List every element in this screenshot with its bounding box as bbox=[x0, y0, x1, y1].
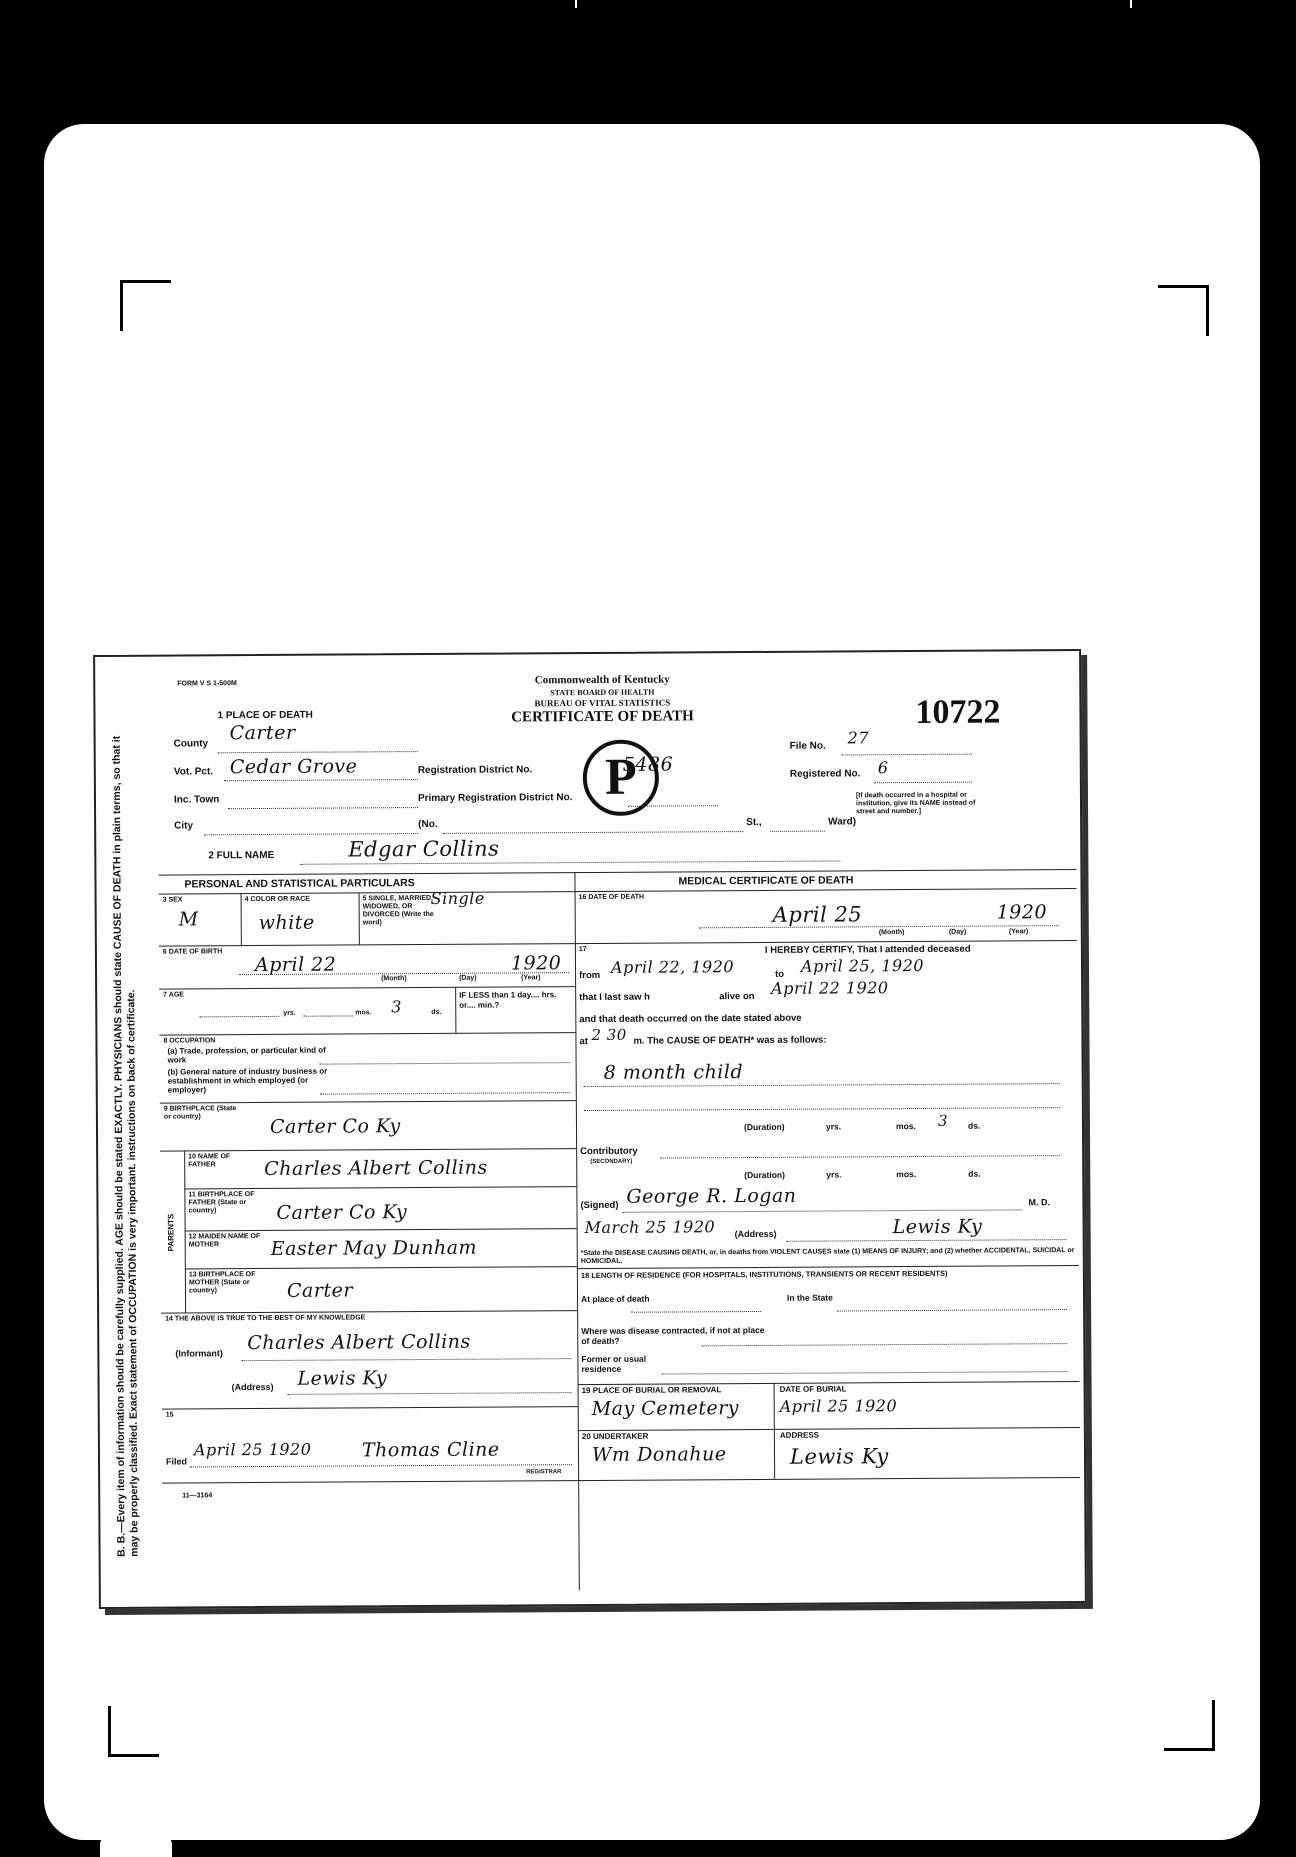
parents-label: PARENTS bbox=[166, 1213, 176, 1252]
duration-value: 3 bbox=[937, 1111, 949, 1130]
crop-mark-top-left bbox=[120, 280, 171, 331]
to-label: to bbox=[775, 968, 785, 980]
color-value: white bbox=[258, 911, 315, 935]
certificate-form bbox=[157, 667, 1081, 1593]
death-certificate bbox=[93, 649, 1087, 1609]
residence-label: 18 LENGTH OF RESIDENCE (FOR HOSPITALS, INSTITUTIONS, TRANSIENTS OR RECENT RESIDENTS) bbox=[580, 1268, 948, 1281]
burial-date-label: DATE OF BURIAL bbox=[779, 1384, 847, 1394]
state-note: *State the DISEASE CAUSING DEATH, or, in deaths from VIOLENT CAUSES state (1) MEANS OF INJURY; and (2) whether ACCIDENTAL, SUICIDAL or HOMICIDAL. bbox=[580, 1247, 1075, 1266]
yrs-caption: yrs. bbox=[283, 1009, 296, 1017]
street-label: St., bbox=[746, 816, 762, 829]
last-saw-text: that I last saw h bbox=[579, 991, 650, 1004]
dod-value: April 25 bbox=[772, 902, 863, 927]
crop-mark-bottom-left bbox=[108, 1706, 159, 1757]
father-value: Charles Albert Collins bbox=[264, 1156, 488, 1180]
signed-label: (Signed) bbox=[580, 1199, 619, 1212]
informant-address-label: (Address) bbox=[231, 1381, 274, 1393]
age-days: 3 bbox=[391, 997, 402, 1017]
from-date: April 22, 1920 bbox=[610, 957, 735, 977]
father-birthplace-value: Carter Co Ky bbox=[276, 1201, 408, 1224]
contributory-label: Contributory bbox=[580, 1145, 638, 1158]
file-no-value: 27 bbox=[847, 728, 870, 748]
state-board: STATE BOARD OF HEALTH bbox=[550, 687, 655, 698]
former-residence-label: Former or usual residence bbox=[581, 1353, 647, 1375]
true-statement: 14 THE ABOVE IS TRUE TO THE BEST OF MY KNOWLEDGE bbox=[165, 1314, 366, 1323]
physician-signature: George R. Logan bbox=[626, 1184, 797, 1208]
father-birthplace-label: 11 BIRTHPLACE OF FATHER (State or country) bbox=[188, 1191, 255, 1215]
burial-place: May Cemetery bbox=[591, 1397, 740, 1420]
dod-day-caption: (Day) bbox=[948, 928, 967, 936]
burial-label: 19 PLACE OF BURIAL OR REMOVAL bbox=[581, 1385, 722, 1396]
mother-birthplace-label: 13 BIRTHPLACE OF MOTHER (State or country) bbox=[188, 1271, 256, 1295]
side-instructions bbox=[93, 717, 158, 1557]
physician-address: Lewis Ky bbox=[892, 1215, 983, 1239]
informant-value: Charles Albert Collins bbox=[247, 1330, 471, 1355]
dod-year-caption: (Year) bbox=[1008, 928, 1029, 936]
sex-value: M bbox=[178, 908, 199, 931]
duration-label: (Duration) bbox=[743, 1121, 785, 1133]
ds-caption: ds. bbox=[431, 1008, 442, 1016]
duration2-mos: mos. bbox=[896, 1169, 917, 1180]
place-header: 1 PLACE OF DEATH bbox=[217, 709, 313, 722]
film-edge-mark bbox=[1130, 0, 1132, 8]
duration-yrs: yrs. bbox=[825, 1121, 842, 1132]
certificate-title: CERTIFICATE OF DEATH bbox=[511, 708, 694, 726]
marital-label: 5 SINGLE, MARRIED, WIDOWED, OR DIVORCED (Write the word) bbox=[362, 894, 434, 927]
inc-town-label: Inc. Town bbox=[173, 794, 220, 806]
alive-on-text: alive on bbox=[719, 990, 755, 1003]
cause-label: m. The CAUSE OF DEATH* was as follows: bbox=[633, 1034, 827, 1047]
medical-header: MEDICAL CERTIFICATE OF DEATH bbox=[678, 874, 854, 888]
day-caption: (Day) bbox=[459, 974, 477, 982]
dod-month-caption: (Month) bbox=[878, 929, 905, 937]
item-15: 15 bbox=[165, 1411, 174, 1419]
certify-text: I HEREBY CERTIFY, That I attended deceased bbox=[764, 943, 971, 956]
to-date: April 25, 1920 bbox=[800, 955, 925, 976]
undertaker-value: Wm Donahue bbox=[591, 1443, 727, 1466]
county-value: Carter bbox=[229, 721, 296, 745]
primary-reg-label: Primary Registration District No. bbox=[417, 792, 573, 805]
street-no-label: (No. bbox=[418, 818, 438, 831]
physician-address-label: (Address) bbox=[734, 1228, 777, 1240]
in-state-label: In the State bbox=[787, 1292, 833, 1303]
reg-dist-label: Registration District No. bbox=[417, 764, 533, 777]
occupation-b: (b) General nature of industry business or establishment in which employed (or employer) bbox=[167, 1066, 328, 1095]
registered-no-value: 6 bbox=[877, 758, 889, 778]
vot-value: Cedar Grove bbox=[229, 755, 358, 779]
registrar-label: REGISTRAR bbox=[526, 1469, 562, 1476]
mos-caption: mos. bbox=[355, 1009, 372, 1017]
undertaker-label: 20 UNDERTAKER bbox=[581, 1431, 649, 1442]
registered-no-label: Registered No. bbox=[789, 768, 861, 780]
dob-label: 6 DATE OF BIRTH bbox=[162, 948, 223, 956]
at-place-label: At place of death bbox=[581, 1293, 650, 1305]
filed-date: April 25 1920 bbox=[193, 1439, 312, 1460]
undertaker-address-label: ADDRESS bbox=[779, 1430, 820, 1440]
secondary-label: (SECONDARY) bbox=[590, 1158, 633, 1165]
alive-date: April 22 1920 bbox=[771, 978, 889, 998]
film-edge-mark bbox=[575, 0, 577, 8]
cause-value: 8 month child bbox=[603, 1061, 744, 1084]
from-label: from bbox=[579, 969, 601, 982]
mother-value: Easter May Dunham bbox=[270, 1236, 478, 1260]
md-label: M. D. bbox=[1028, 1197, 1050, 1208]
ward-label: Ward) bbox=[828, 816, 857, 828]
side-instructions-text: B. B.—Every item of information should be carefully supplied. AGE should be stated EXACTLY. PHYSICIANS should state CAUSE OF DEATH in plain terms, so that it may be properly classified. Exact statement of OCCUPATION is very important. instructions on back of certificate. bbox=[110, 735, 141, 1557]
hospital-note: [If death occurred in a hospital or institution, give its NAME instead of street and number.] bbox=[855, 791, 976, 816]
birthplace-label: 9 BIRTHPLACE (State or country) bbox=[163, 1105, 237, 1121]
file-number-stamp: 10722 bbox=[915, 693, 1001, 732]
contracted-label: Where was disease contracted, if not at place of death? bbox=[581, 1324, 765, 1347]
mother-label: 12 MAIDEN NAME OF MOTHER bbox=[188, 1233, 261, 1249]
bureau: BUREAU OF VITAL STATISTICS bbox=[534, 697, 671, 709]
year-caption: (Year) bbox=[521, 974, 541, 982]
death-time: 2 30 bbox=[591, 1025, 627, 1044]
age-label: 7 AGE bbox=[163, 991, 184, 999]
duration-mos: mos. bbox=[895, 1121, 916, 1132]
film-tab bbox=[100, 1838, 172, 1857]
occupation-label: 8 OCCUPATION bbox=[163, 1037, 216, 1045]
occurred-text: and that death occurred on the date stated above bbox=[579, 1012, 802, 1026]
registration-stamp: P bbox=[583, 740, 659, 816]
county-label: County bbox=[173, 738, 209, 750]
color-label: 4 COLOR OR RACE bbox=[244, 895, 310, 904]
crop-mark-top-right bbox=[1158, 285, 1209, 336]
dob-value: April 22 bbox=[254, 953, 337, 977]
personal-header: PERSONAL AND STATISTICAL PARTICULARS bbox=[184, 877, 415, 891]
sign-date: March 25 1920 bbox=[584, 1217, 716, 1238]
duration2-label: (Duration) bbox=[744, 1169, 785, 1181]
reg-dist-value: 5486 bbox=[622, 753, 674, 776]
duration2-ds: ds. bbox=[968, 1168, 981, 1179]
city-label: City bbox=[174, 820, 194, 832]
dob-year: 1920 bbox=[510, 952, 562, 975]
filed-label: Filed bbox=[165, 1456, 188, 1467]
full-name-label: 2 FULL NAME bbox=[208, 849, 275, 862]
month-caption: (Month) bbox=[381, 975, 407, 983]
duration2-yrs: yrs. bbox=[826, 1169, 842, 1180]
informant-label: (Informant) bbox=[175, 1348, 223, 1359]
crop-mark-bottom-right bbox=[1164, 1700, 1215, 1751]
occupation-a: (a) Trade, profession, or particular kind of work bbox=[167, 1045, 326, 1065]
at-label: at bbox=[579, 1036, 588, 1048]
burial-date: April 25 1920 bbox=[779, 1396, 898, 1416]
mother-birthplace-value: Carter bbox=[286, 1279, 353, 1302]
marital-value: Single bbox=[430, 888, 485, 908]
full-name-value: Edgar Collins bbox=[348, 836, 500, 862]
undertaker-address: Lewis Ky bbox=[789, 1444, 889, 1469]
informant-address-value: Lewis Ky bbox=[297, 1367, 388, 1390]
commonwealth: Commonwealth of Kentucky bbox=[534, 673, 670, 687]
duration-ds: ds. bbox=[967, 1120, 981, 1131]
form-code: FORM V S 1-500M bbox=[177, 680, 237, 688]
print-code: 11—3164 bbox=[182, 1492, 213, 1500]
dod-label: 16 DATE OF DEATH bbox=[578, 893, 645, 902]
sex-label: 3 SEX bbox=[162, 896, 183, 904]
father-label: 10 NAME OF FATHER bbox=[188, 1153, 231, 1169]
item-17: 17 bbox=[578, 946, 587, 954]
vot-label: Vot. Pct. bbox=[173, 766, 214, 778]
registrar-signature: Thomas Cline bbox=[361, 1438, 500, 1462]
birthplace-value: Carter Co Ky bbox=[269, 1115, 401, 1138]
dod-year: 1920 bbox=[996, 901, 1048, 924]
file-no-label: File No. bbox=[789, 740, 826, 752]
if-less-label: IF LESS than 1 day.... hrs. or.... min.? bbox=[459, 990, 557, 1010]
